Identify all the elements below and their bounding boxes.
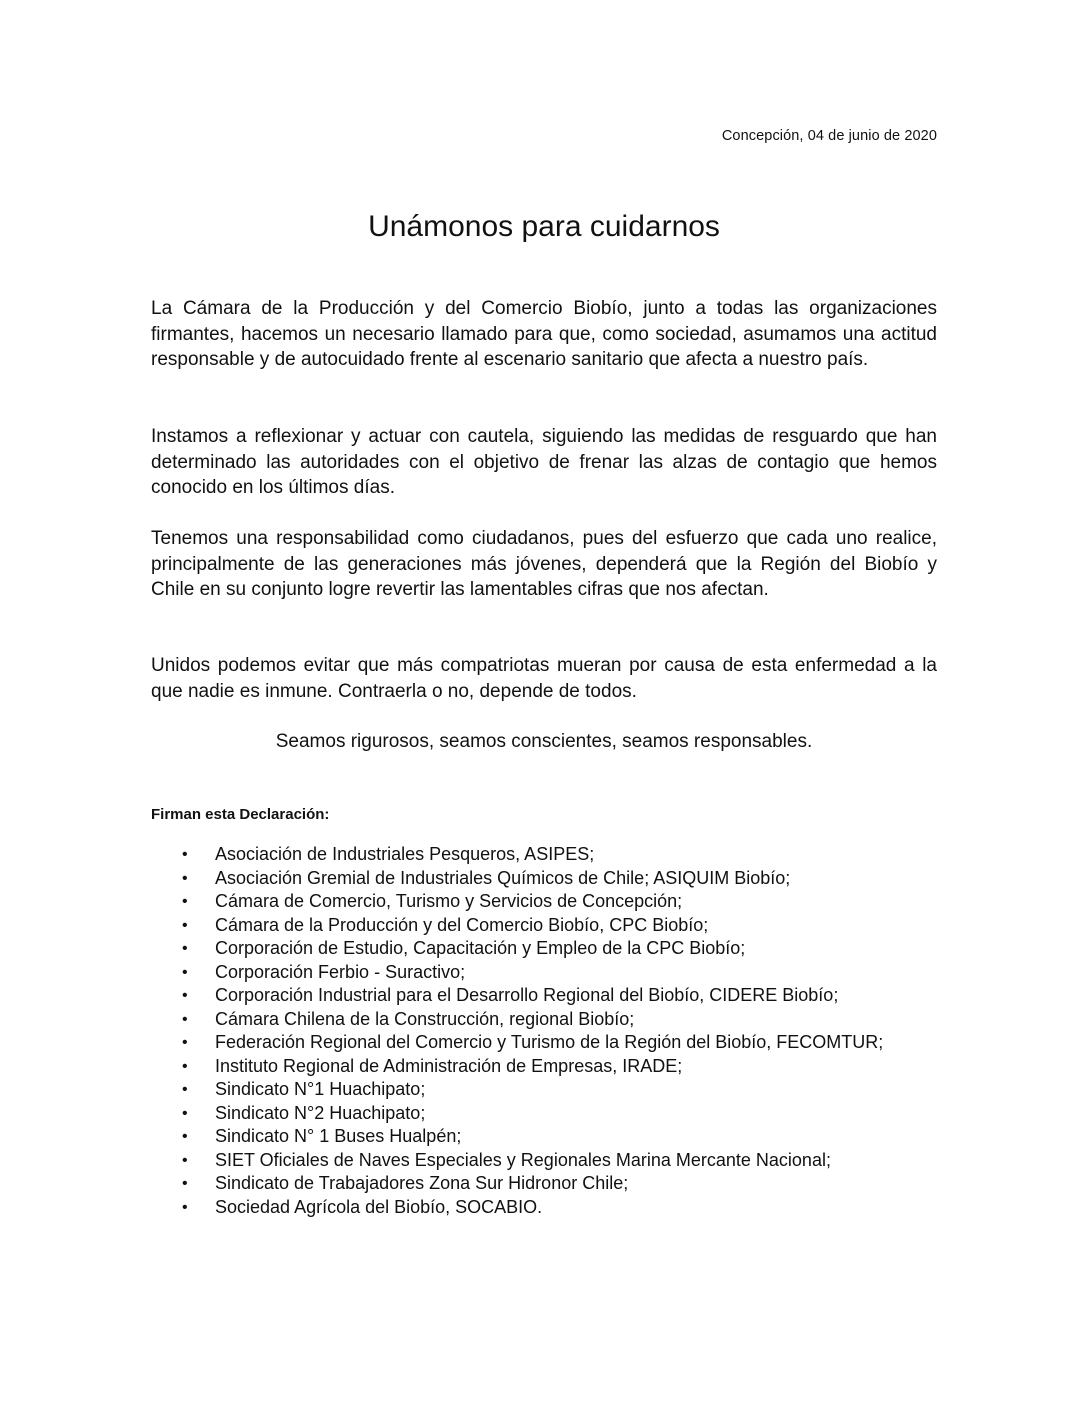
document-title: Unámonos para cuidarnos — [368, 210, 720, 243]
signer-item — [178, 843, 883, 867]
bullet-icon: • — [182, 893, 188, 910]
letter-date: Concepción, 04 de junio de 2020 — [721, 128, 937, 144]
bullet-icon: • — [182, 1128, 188, 1145]
bullet-icon: • — [182, 1057, 188, 1075]
signer-item — [178, 937, 883, 961]
signer-item — [178, 890, 883, 914]
signer-name: Sindicato N°2 Huachipato; — [215, 1102, 426, 1123]
signer-item — [178, 1055, 883, 1079]
paragraph-1: La Cámara de la Producción y del Comercio Biobío, junto a todas las organizaciones firmantes, hacemos un necesario llamado para que, como sociedad, asumamos una actitud responsable y de autocuidado frente al escenario sanitario que afecta a nuestro país. — [151, 298, 937, 370]
signer-item — [178, 1031, 883, 1055]
signer-item — [178, 1149, 883, 1173]
signer-name: Cámara Chilena de la Construcción, regional Biobío; — [215, 1008, 635, 1029]
signer-name: Sindicato N°1 Huachipato; — [215, 1079, 426, 1099]
signer-name: Sindicato de Trabajadores Zona Sur Hidronor Chile; — [215, 1173, 629, 1193]
signer-name: Cámara de la Producción y del Comercio Biobío, CPC Biobío; — [215, 914, 709, 935]
signer-name: Federación Regional del Comercio y Turismo de la Región del Biobío, FECOMTUR; — [215, 1032, 884, 1052]
signer-name: Sindicato N° 1 Buses Hualpén; — [215, 1126, 462, 1146]
closing-statement: Seamos rigurosos, seamos conscientes, seamos responsables. — [275, 731, 813, 752]
bullet-icon: • — [182, 916, 188, 934]
signer-name: Cámara de Comercio, Turismo y Servicios de Concepción; — [215, 891, 683, 911]
signer-item — [178, 914, 883, 938]
signer-item — [178, 1172, 883, 1196]
bullet-icon: • — [182, 1081, 188, 1098]
bullet-icon: • — [182, 940, 188, 957]
bullet-icon: • — [182, 1034, 188, 1051]
paragraph-2: Instamos a reflexionar y actuar con cautela, siguiendo las medidas de resguardo que han determinado las autoridades con el objetivo de frenar las alzas de contagio que hemos conocido en los últimos días. — [151, 426, 937, 498]
bullet-icon: • — [182, 987, 188, 1004]
signers-heading: Firman esta Declaración: — [151, 806, 330, 823]
signer-name: Asociación Gremial de Industriales Químicos de Chile; ASIQUIM Biobío; — [215, 867, 791, 888]
signer-item — [178, 984, 883, 1008]
signer-item — [178, 1008, 883, 1032]
paragraph-4: Unidos podemos evitar que más compatriotas mueran por causa de esta enfermedad a la que nadie es inmune. Contraerla o no, depende de todos. — [151, 655, 937, 702]
signer-name: SIET Oficiales de Naves Especiales y Regionales Marina Mercante Nacional; — [215, 1149, 831, 1170]
bullet-icon: • — [182, 1198, 188, 1216]
signer-item — [178, 1196, 883, 1220]
signer-name: Instituto Regional de Administración de Empresas, IRADE; — [215, 1055, 683, 1076]
signer-item — [178, 961, 883, 985]
signer-name: Sociedad Agrícola del Biobío, SOCABIO. — [215, 1196, 543, 1217]
paragraph-3: Tenemos una responsabilidad como ciudadanos, pues del esfuerzo que cada uno realice, principalmente de las generaciones más jóvenes, dependerá que la Región del Biobío y Chile en su conjunto logre revertir las lamentables cifras que nos afectan. — [151, 528, 937, 600]
signer-item — [178, 1102, 883, 1126]
bullet-icon: • — [182, 869, 188, 887]
signer-name: Corporación Industrial para el Desarrollo Regional del Biobío, CIDERE Biobío; — [215, 985, 839, 1005]
bullet-icon: • — [182, 963, 188, 981]
bullet-icon: • — [182, 846, 188, 863]
signer-item — [178, 1125, 883, 1149]
bullet-icon: • — [182, 1104, 188, 1122]
signers-list — [178, 843, 883, 1219]
bullet-icon: • — [182, 1151, 188, 1169]
bullet-icon: • — [182, 1010, 188, 1028]
signer-item — [178, 867, 883, 891]
signer-item — [178, 1078, 883, 1102]
signer-name: Asociación de Industriales Pesqueros, ASIPES; — [215, 844, 595, 864]
signer-name: Corporación Ferbio - Suractivo; — [215, 961, 466, 982]
signer-name: Corporación de Estudio, Capacitación y Empleo de la CPC Biobío; — [215, 938, 746, 958]
bullet-icon: • — [182, 1175, 188, 1192]
